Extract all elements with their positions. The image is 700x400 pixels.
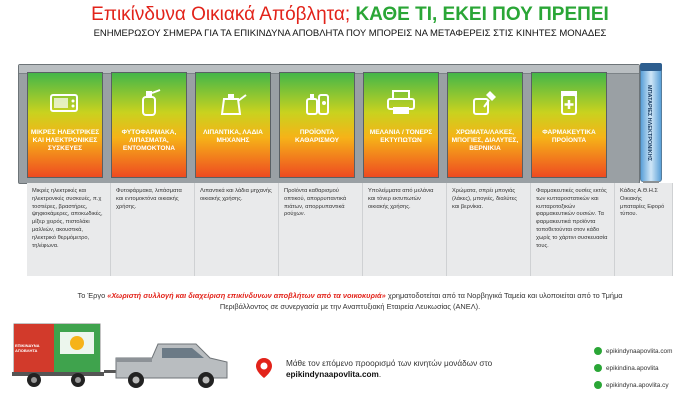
- microwave-icon: [48, 87, 82, 117]
- paint-brush-icon: [468, 87, 502, 117]
- medicine-icon: [552, 87, 586, 117]
- bin-small-electronics: [27, 72, 103, 178]
- oil-can-icon: [216, 87, 250, 117]
- website-link[interactable]: epikindynaapovlita.com: [286, 370, 379, 379]
- bin-medicines: [531, 72, 607, 178]
- description-batteries: Κάδος Α.Θ.Η.Σ Οικιακής μπαταρίες Εφορό τύπου.: [615, 183, 673, 276]
- truck-illustration: [12, 318, 237, 394]
- title-question: Επικίνδυνα Οικιακά Απόβλητα;: [91, 4, 351, 25]
- bin-label: ΛΙΠΑΝΤΙΚΑ, ΛΑΔΙΑ ΜΗΧΑΝΗΣ: [203, 129, 263, 144]
- description-pesticides: Φυτοφάρμακα, λιπάσματα και εντομοκτόνα οικιακής χρήσης.: [111, 183, 195, 276]
- description-paints: Χρώματα, σπρέι μπογιάς (λάκες), μπογιές, διαλύτες και βερνίκια.: [447, 183, 531, 276]
- bin-label: ΧΡΩΜΑΤΑ/ΛΑΚΕΣ, ΜΠΟΓΙΕΣ, ΔΙΑΛΥΤΕΣ, ΒΕΡΝΙΚΙΑ: [451, 129, 519, 152]
- location-pin-icon: [255, 357, 273, 379]
- description-cleaning-products: Προϊόντα καθαρισμού οπτικού, απορρυπαντικά πιάτων, απορρυπαντικά ρούχων.: [279, 183, 363, 276]
- page-subtitle: ΕΝΗΜΕΡΩΣΟΥ ΣΗΜΕΡΑ ΓΙΑ ΤΑ ΕΠΙΚΙΝΔΥΝΑ ΑΠΟΒΛΗΤΑ ΠΟΥ ΜΠΟΡΕΙΣ ΝΑ ΜΕΤΑΦΕΡΕΙΣ ΣΤΙΣ ΚΙΝΗΤΕΣ ΜΟΝΑΔΕΣ: [93, 28, 607, 39]
- social-facebook[interactable]: epikindina.apovlita: [594, 362, 659, 374]
- cleaning-products-icon: [300, 87, 334, 117]
- bin-label: ΦΑΡΜΑΚΕΥΤΙΚΑ ΠΡΟΪΟΝΤΑ: [542, 129, 596, 144]
- bin-label: ΜΙΚΡΕΣ ΗΛΕΚΤΡΙΚΕΣ ΚΑΙ ΗΛΕΚΤΡΟΝΙΚΕΣ ΣΥΣΚΕΥΕΣ: [30, 129, 100, 152]
- bin-pesticides: [111, 72, 187, 178]
- description-ink-toners: Υπολείμματα από μελάνια και τόνερ εκτυπωτών οικιακής χρήσης.: [363, 183, 447, 276]
- bin-label: ΜΕΛΑΝΙΑ / ΤΟΝΕΡΣ ΕΚΤΥΠΩΤΩΝ: [369, 129, 433, 144]
- social-instagram[interactable]: epikindyna.apovlita.cy: [594, 379, 669, 391]
- tube-label: ΜΠΑΤΑΡΙΕΣ ΗΛΕΚΤΡΟΝΙΚΗΣ: [646, 85, 652, 162]
- truck-sign: ΕΠΙΚΙΝΔΥΝΑ ΑΠΟΒΛΗΤΑ: [15, 343, 40, 353]
- battery-tube: [640, 66, 662, 182]
- bin-paints: [447, 72, 523, 178]
- bin-lubricants: [195, 72, 271, 178]
- printer-icon: [384, 87, 418, 117]
- bin-label: ΠΡΟΪΟΝΤΑ ΚΑΘΑΡΙΣΜΟΥ: [294, 129, 340, 144]
- description-lubricants: Λιπαντικά και λάδια μηχανής οικιακής χρήσης.: [195, 183, 279, 276]
- description-medicines: Φαρμακευτικές ουσίες εκτός των κυτταροστατικών και κυτταροτοξικών φαρμακευτικών ουσιών. Τα φαρμακευτικά προϊόντα τοποθετούνται στον κάδο χωρίς το χάρτινι συσκευασία τους.: [531, 183, 615, 276]
- instagram-icon: [594, 381, 602, 389]
- facebook-icon: [594, 364, 602, 372]
- description-small-electronics: Μικρές ηλεκτρικές και ηλεκτρονικές συσκευές, π.χ τοστιέρες, βραστήρες, ψηφιοκάμερες, αποκωδικές, μίξερ χειρός, πιστολάκι μαλλιών, ακουστικά, ηλεκτρικό θερμόμετρο, τηλέφωνα.: [27, 183, 111, 276]
- web-icon: [594, 347, 602, 355]
- project-name: «Χωριστή συλλογή και διαχείριση επικίνδυνων αποβλήτων από τα νοικοκυριά»: [107, 291, 386, 300]
- bin-label: ΦΥΤΟΦΑΡΜΑΚΑ, ΛΙΠΑΣΜΑΤΑ, ΕΝΤΟΜΟΚΤΟΝΑ: [121, 129, 177, 152]
- sprayer-icon: [132, 87, 166, 117]
- funding-statement: Το Έργο «Χωριστή συλλογή και διαχείριση επικίνδυνων αποβλήτων από τα νοικοκυριά» χρηματοδοτείται από τα Νορβηγικά Ταμεία και υλοποιείται από το Τμήμα Περιβάλλοντος σε συνεργασία με την Αναπτυξιακή Εταιρεία Λευκωσίας (ΑΝΕΛ).: [77, 291, 623, 311]
- bin-ink-toners: [363, 72, 439, 178]
- cta-text: Μάθε τον επόμενο προορισμό των κινητών μονάδων στο epikindynaapovlita.com.: [286, 359, 493, 379]
- social-web[interactable]: epikindynaapovlita.com: [594, 345, 672, 357]
- bin-cleaning-products: [279, 72, 355, 178]
- page-title: [0, 4, 700, 26]
- title-slogan: ΚΑΘΕ ΤΙ, ΕΚΕΙ ΠΟΥ ΠΡΕΠΕΙ: [355, 4, 609, 25]
